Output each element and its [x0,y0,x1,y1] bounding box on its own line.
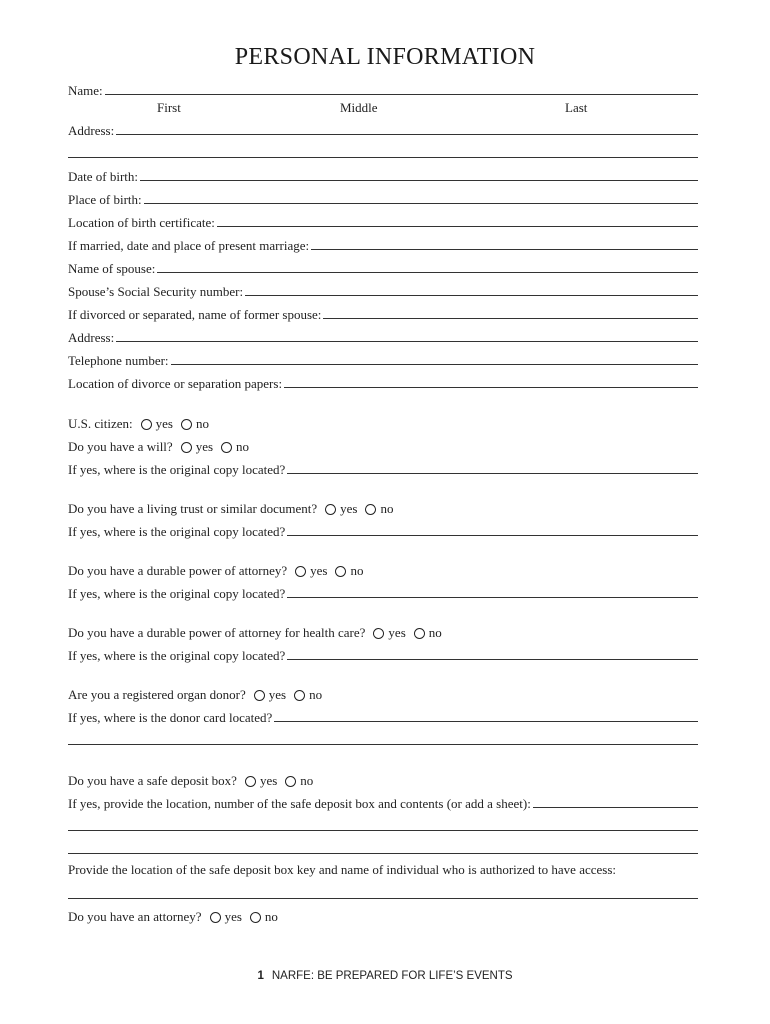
former-spouse-label: If divorced or separated, name of former spouse: [68,307,322,322]
poa-health-no-radio[interactable] [414,628,425,639]
poa-health-where-field[interactable] [287,659,698,660]
dob-field[interactable] [140,180,698,181]
attorney-row [68,906,698,924]
yes-label: yes [224,909,242,924]
us-citizen-no-radio[interactable] [181,419,192,430]
former-spouse-field[interactable] [323,318,698,319]
organ-where-field[interactable] [274,721,698,722]
spouse-name-field[interactable] [157,272,698,273]
will-where-field[interactable] [287,473,698,474]
address-row [68,120,698,138]
former-address-row [68,327,698,345]
will-where-label: If yes, where is the original copy located? [68,462,286,477]
middle-sublabel: Middle [340,100,378,115]
pob-field[interactable] [144,203,698,204]
last-sublabel: Last [565,100,588,115]
safe-box-field-2[interactable] [68,830,698,831]
poa-label: Do you have a durable power of attorney? [68,563,288,578]
safe-box-where-field[interactable] [533,807,698,808]
name-label: Name: [68,83,103,98]
no-label: no [264,909,278,924]
organ-row [68,684,698,702]
organ-no-radio[interactable] [294,690,305,701]
will-no-radio[interactable] [221,442,232,453]
dob-row [68,166,698,184]
poa-where-row [68,583,698,601]
trust-no-radio[interactable] [365,504,376,515]
poa-no-radio[interactable] [335,566,346,577]
no-label: no [350,563,364,578]
former-spouse-row [68,304,698,322]
poa-where-field[interactable] [287,597,698,598]
spouse-ssn-row [68,281,698,299]
no-label: no [236,439,250,454]
poa-row [68,560,698,578]
telephone-label: Telephone number: [68,353,169,368]
organ-where-field-2[interactable] [68,744,698,745]
poa-where-label: If yes, where is the original copy located? [68,586,286,601]
no-label: no [428,625,442,640]
no-label: no [309,687,323,702]
divorce-papers-field[interactable] [284,387,698,388]
poa-yes-radio[interactable] [295,566,306,577]
address-label: Address: [68,123,115,138]
will-yes-radio[interactable] [181,442,192,453]
safe-box-where-row [68,793,698,811]
yes-label: yes [388,625,406,640]
trust-where-field[interactable] [287,535,698,536]
trust-label: Do you have a living trust or similar document? [68,501,318,516]
safe-box-no-radio[interactable] [285,776,296,787]
trust-where-label: If yes, where is the original copy located? [68,524,286,539]
poa-health-where-label: If yes, where is the original copy located? [68,648,286,663]
safe-box-yes-radio[interactable] [245,776,256,787]
marriage-field[interactable] [311,249,698,250]
dob-label: Date of birth: [68,169,139,184]
yes-label: yes [310,563,328,578]
pob-row [68,189,698,207]
safe-box-where-label: If yes, provide the location, number of the safe deposit box and contents (or add a sheet): [68,796,531,811]
spouse-ssn-label: Spouse’s Social Security number: [68,284,244,299]
safe-box-field-3[interactable] [68,853,698,854]
organ-where-row [68,707,698,725]
poa-health-where-row [68,645,698,663]
page-title: PERSONAL INFORMATION [234,44,536,70]
safe-box-key-label: Provide the location of the safe deposit box key and name of individual who is authorized to have access: [68,862,617,877]
will-where-row [68,459,698,477]
divorce-papers-label: Location of divorce or separation papers: [68,376,283,391]
divorce-papers-row [68,373,698,391]
page-footer [0,970,770,982]
yes-label: yes [259,773,278,788]
address-field-2[interactable] [68,157,698,158]
us-citizen-row [68,413,698,431]
name-row [68,80,698,98]
attorney-label: Do you have an attorney? [68,909,202,924]
first-sublabel: First [157,100,181,115]
spouse-name-row [68,258,698,276]
address-field[interactable] [116,134,698,135]
poa-health-row [68,622,698,640]
address-line-2 [68,143,698,161]
yes-label: yes [195,439,214,454]
former-address-field[interactable] [116,341,698,342]
trust-row [68,498,698,516]
yes-label: yes [155,416,173,431]
trust-yes-radio[interactable] [325,504,336,515]
yes-label: yes [268,687,287,702]
birth-cert-row [68,212,698,230]
footer-text: NARFE: BE PREPARED FOR LIFE’S EVENTS [271,970,513,982]
safe-box-line-2 [68,816,698,834]
us-citizen-label: U.S. citizen: [68,416,133,431]
name-field[interactable] [105,94,698,95]
safe-box-key-field[interactable] [68,898,698,899]
spouse-name-label: Name of spouse: [68,261,156,276]
organ-yes-radio[interactable] [254,690,265,701]
organ-label: Are you a registered organ donor? [68,687,246,702]
no-label: no [380,501,394,516]
safe-box-key-row [68,859,698,877]
spouse-ssn-field[interactable] [245,295,698,296]
poa-health-yes-radio[interactable] [373,628,384,639]
us-citizen-yes-radio[interactable] [141,419,152,430]
yes-label: yes [340,501,358,516]
former-address-label: Address: [68,330,115,345]
attorney-yes-radio[interactable] [210,912,221,923]
safe-box-line-3 [68,839,698,857]
trust-where-row [68,521,698,539]
telephone-field[interactable] [171,364,698,365]
birth-cert-label: Location of birth certificate: [68,215,215,230]
safe-box-key-line [68,884,698,902]
marriage-label: If married, date and place of present marriage: [68,238,310,253]
pob-label: Place of birth: [68,192,142,207]
page-number: 1 [257,970,264,982]
birth-cert-field[interactable] [217,226,698,227]
no-label: no [300,773,314,788]
no-label: no [195,416,209,431]
marriage-row [68,235,698,253]
will-label: Do you have a will? [68,439,173,454]
safe-box-label: Do you have a safe deposit box? [68,773,237,788]
organ-where-line-2 [68,730,698,748]
organ-where-label: If yes, where is the donor card located? [68,710,273,725]
safe-box-row [68,770,698,788]
will-row [68,436,698,454]
telephone-row [68,350,698,368]
poa-health-label: Do you have a durable power of attorney for health care? [68,625,366,640]
attorney-no-radio[interactable] [250,912,261,923]
